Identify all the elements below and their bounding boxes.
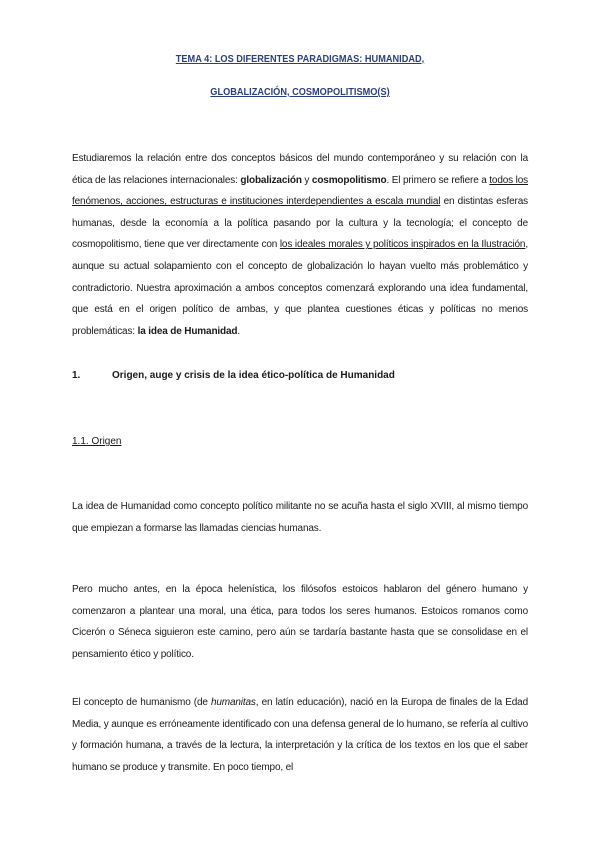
intro-text-6: . xyxy=(237,325,241,337)
paragraph-origen: La idea de Humanidad como concepto político militante no se acuña hasta el siglo XVIII, al mismo tiempo que empiezan a formarse las llamadas ciencias humanas. xyxy=(72,501,528,534)
section-heading xyxy=(72,370,395,381)
subsection-heading: 1.1. Origen xyxy=(72,436,122,447)
humanismo-text-1: El concepto de humanismo (de xyxy=(72,697,211,708)
document-title-line-1: TEMA 4: LOS DIFERENTES PARADIGMAS: HUMANIDAD, xyxy=(175,54,425,65)
term-cosmopolitismo: cosmopolitismo xyxy=(311,174,387,186)
underlined-definition-globalizacion: todos los fenómenos, acciones, estructuras e instituciones interdependientes a escala mundial xyxy=(72,174,528,208)
term-globalizacion: globalización xyxy=(240,174,302,186)
term-humanitas: humanitas xyxy=(210,697,256,708)
intro-paragraph xyxy=(72,148,528,342)
term-idea-de-humanidad: la idea de Humanidad xyxy=(137,325,238,337)
intro-text-5: , aunque su actual solapamiento con el concepto de globalización lo hayan vuelto más problemático y contradictorio. Nuestra aproximación a ambos conceptos comenzará explorando una idea fundamental, que está en el origen político de ambas, y que plantea cuestiones éticas y políticas no menos problemáticas: xyxy=(72,239,528,337)
intro-text-3: . El primero se refiere a xyxy=(386,174,490,186)
section-number: 1. xyxy=(72,370,81,381)
section-title: Origen, auge y crisis de la idea ético-política de Humanidad xyxy=(112,370,395,381)
intro-text-2: y xyxy=(301,174,312,186)
paragraph-humanismo xyxy=(72,692,528,778)
underlined-definition-cosmopolitismo: los ideales morales y políticos inspirados en la Ilustración xyxy=(279,239,526,251)
paragraph-estoicos: Pero mucho antes, en la época helenística, los filósofos estoicos hablaron del género humano y comenzaron a plantear una moral, una ética, para todos los seres humanos. Estoicos romanos como Cicerón o Séneca siguieron este camino, pero aún se tardaría bastante hasta que se consolidase en el pensamiento ético y político. xyxy=(72,584,528,660)
intro-text-1: Estudiaremos la relación entre dos conceptos básicos del mundo contemporáneo y su relación con la ética de las relaciones internacionales: xyxy=(72,153,528,186)
intro-text-4: en distintas esferas humanas, desde la economía a la política pasando por la cultura y la tecnología; el concepto de cosmopolitismo, tiene que ver directamente con xyxy=(72,196,528,251)
humanismo-text-2: , en latín educación), nació en la Europa de finales de la Edad Media, y aunque es erróneamente identificado con una defensa general de lo humano, se refería al cultivo y formación humana, a través de la lectura, la interpretación y la crítica de los textos en los que el saber humano se produce y transmite. En poco tiempo, el xyxy=(72,697,528,773)
document-title-line-2: GLOBALIZACIÓN, COSMOPOLITISMO(S) xyxy=(210,87,390,98)
